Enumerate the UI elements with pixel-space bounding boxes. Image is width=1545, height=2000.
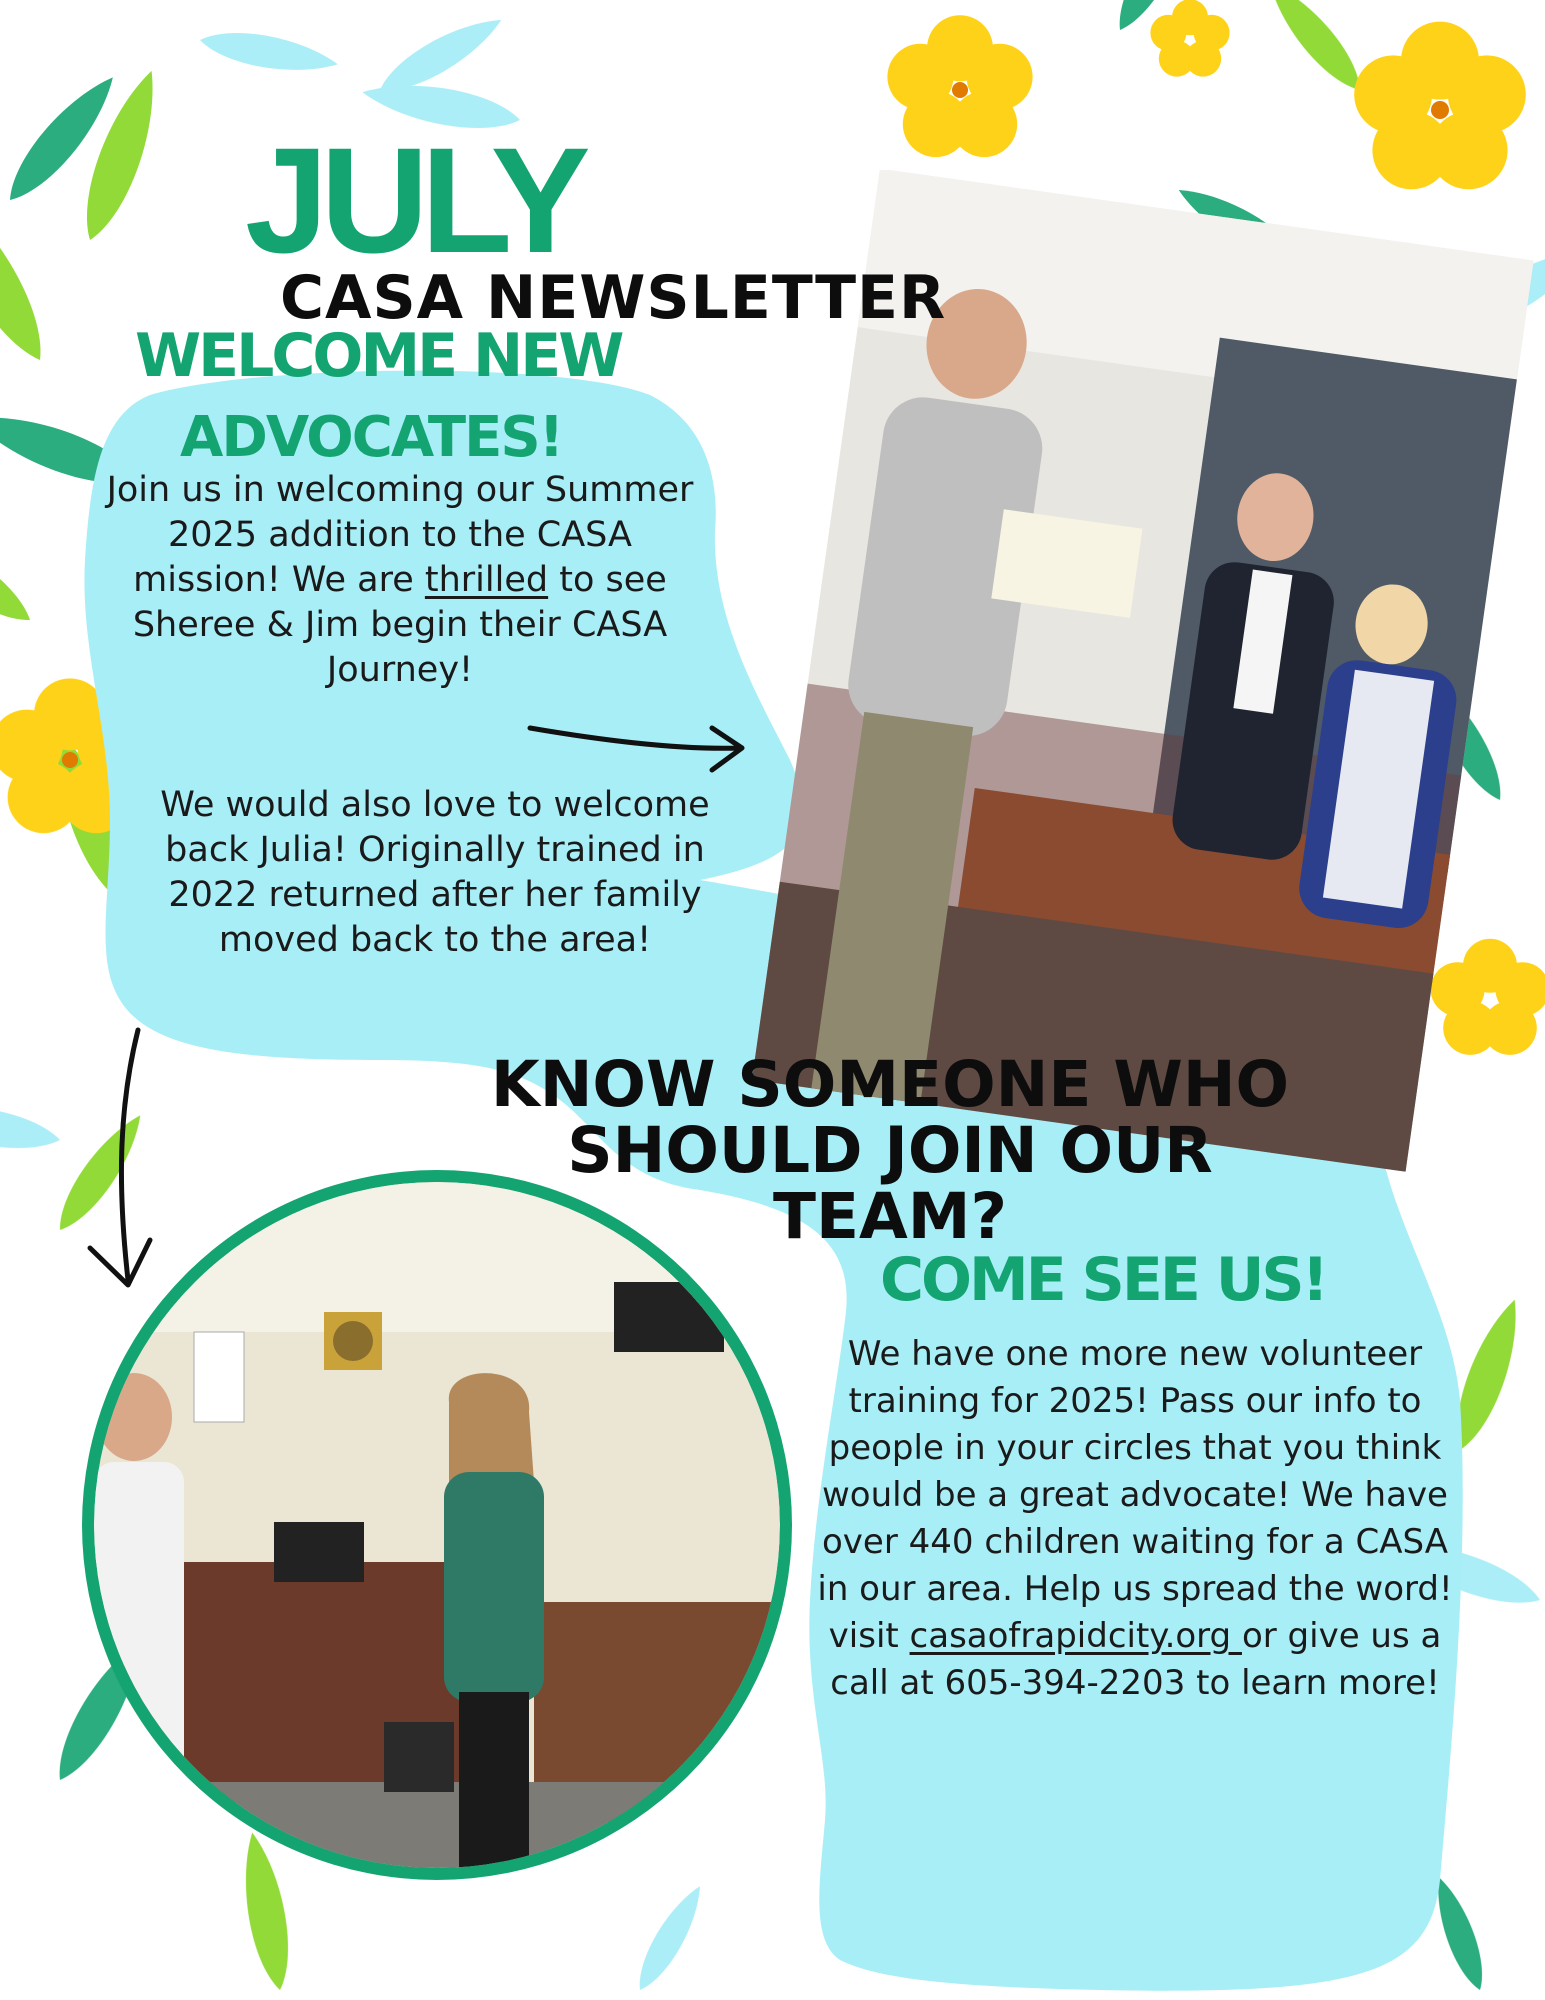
come-see-us-heading: COME SEE US! [880,1245,1326,1315]
welcome-paragraph [100,468,700,693]
welcome-text-end: to see Sheree & Jim begin their CASA Journey! [132,560,668,690]
welcome-heading-line2: ADVOCATES! [180,405,563,470]
welcome-heading-line1: WELCOME NEW [135,321,622,391]
recruit-text-end: or give us a call at 605-394-2203 to learn more! [830,1616,1442,1703]
month-heading: JULY [245,116,583,284]
thrilled-emphasis: thrilled [424,560,549,600]
website-link[interactable]: casaofrapidcity.org [909,1616,1242,1656]
recruit-paragraph [815,1331,1455,1707]
welcome-text-start: Join us in welcoming our Summer 2025 addition to the CASA mission! We are [106,470,694,600]
welcome-back-paragraph: We would also love to welcome back Julia! Originally trained in 2022 returned after her family moved back to the area! [160,785,710,960]
recruit-text-start: We have one more new volunteer training for 2025! Pass our info to people in your circles that you think would be a great advocate! We have over 440 children waiting for a CASA in our area. Help us spread the word! visit [817,1334,1453,1656]
recruit-heading: KNOW SOMEONE WHO SHOULD JOIN OUR TEAM? [490,1048,1290,1253]
swearing-in-photo-julia [82,1170,792,1880]
newsletter-title: CASA NEWSLETTER [280,263,947,333]
